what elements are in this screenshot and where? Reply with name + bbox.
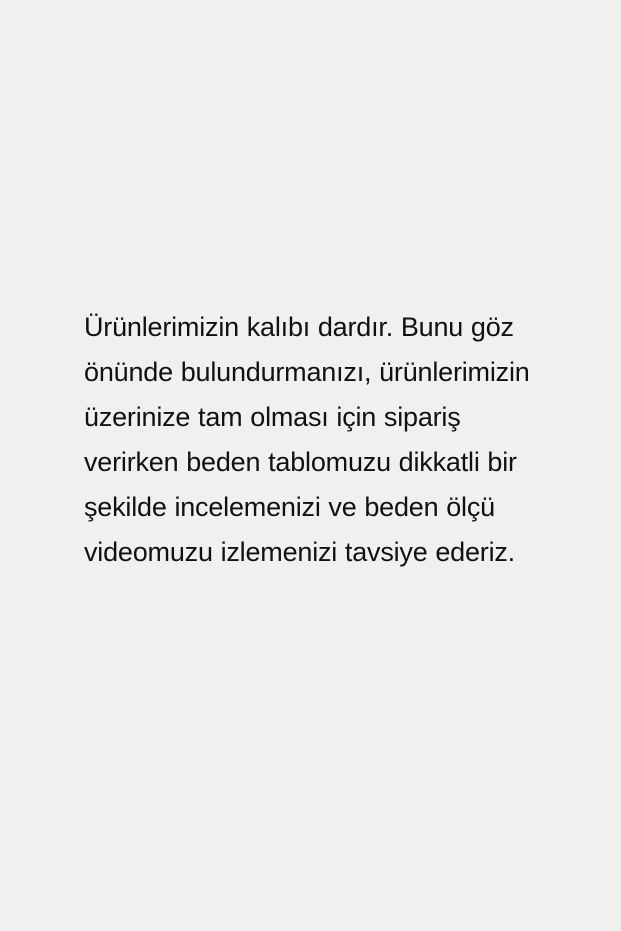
size-fit-notice — [84, 305, 549, 575]
notice-body-text: Ürünlerimizin kalıbı dardır. Bunu göz önünde bulundurmanızı, ürünlerimizin üzerinize tam olması için sipariş verirken beden tablomuzu dikkatli bir şekilde incelemenizi ve beden ölçü videomuzu izlemenizi tavsiye ederiz. — [84, 312, 530, 567]
